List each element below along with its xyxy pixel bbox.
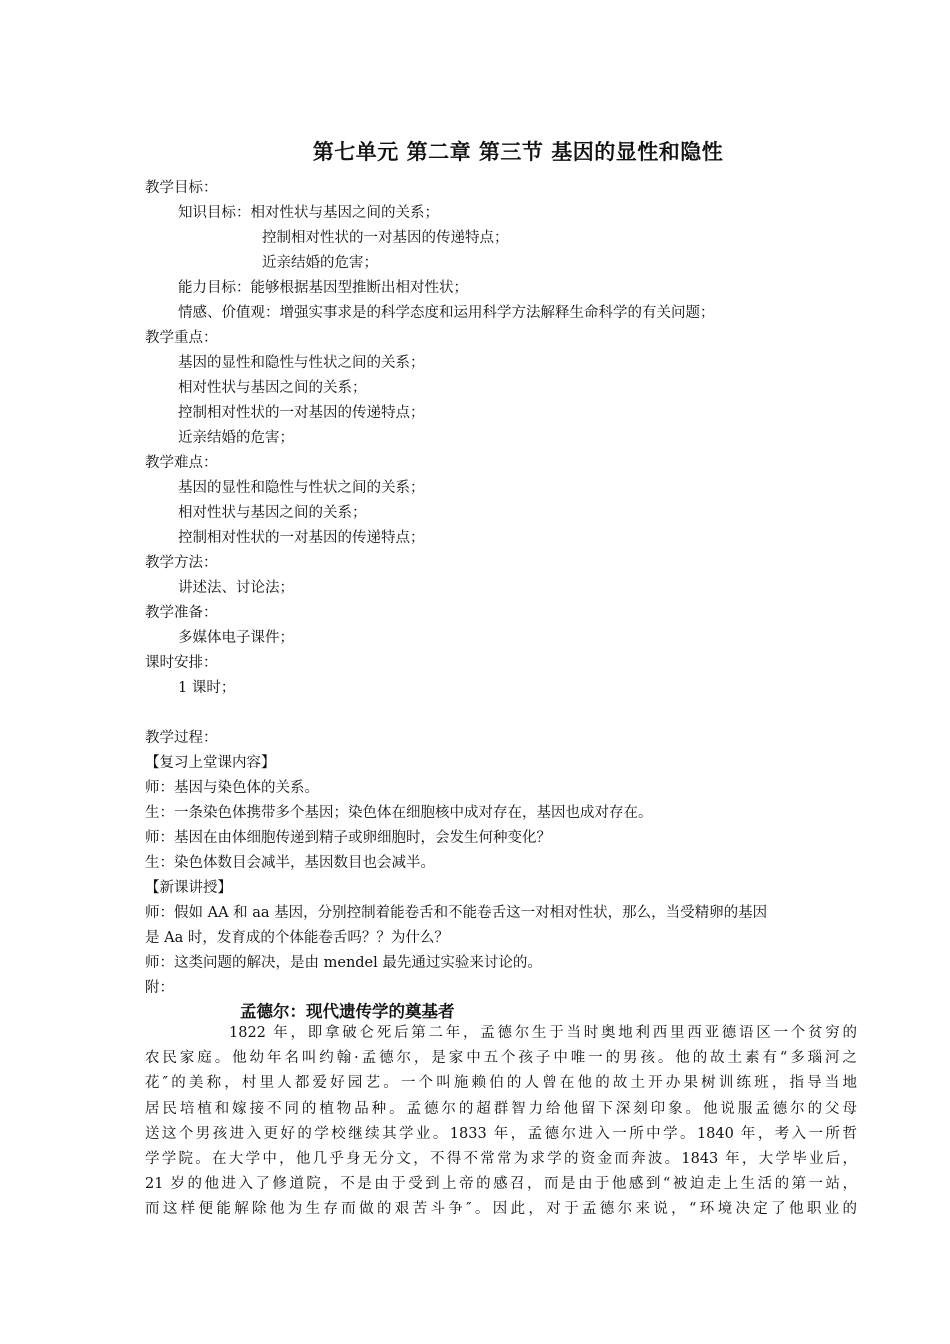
- new-lesson-line: 是 Aa 时，发育成的个体能卷舌吗？？为什么？: [145, 930, 449, 946]
- knowledge-objective-3: 近亲结婚的危害；: [262, 255, 378, 271]
- paragraph-line: 花″的美称，村里人都爱好园艺。一个叫施赖伯的人曾在他的故土开办果树训练班，指导当地: [145, 1075, 857, 1092]
- key-point-item: 相对性状与基因之间的关系；: [178, 380, 367, 396]
- review-line: 师：基因与染色体的关系。: [145, 780, 319, 796]
- key-point-item: 基因的显性和隐性与性状之间的关系；: [178, 355, 425, 371]
- difficult-point-item: 基因的显性和隐性与性状之间的关系；: [178, 480, 425, 496]
- review-line: 师：基因在由体细胞传递到精子或卵细胞时，会发生何种变化？: [145, 830, 551, 846]
- paragraph-line: 而这样便能解除他为生存而做的艰苦斗争″。因此，对于孟德尔来说，“环境决定了他职业的: [145, 1201, 857, 1218]
- review-line: 生：一条染色体携带多个基因；染色体在细胞核中成对存在，基因也成对存在。: [145, 805, 653, 821]
- new-lesson-line: 师：假如 AA 和 aa 基因，分别控制着能卷舌和不能卷舌这一对相对性状，那么，当受精卵的基因: [145, 905, 768, 921]
- paragraph-line: 送这个男孩进入更好的学校继续其学业。1833 年，孟德尔进入一所中学。1840 年，考入一所哲: [145, 1125, 857, 1142]
- difficult-point-item: 相对性状与基因之间的关系；: [178, 505, 367, 521]
- paragraph-line: 21 岁的他进入了修道院，不是由于受到上帝的感召，而是由于他感到“被迫走上生活的第一站，: [145, 1176, 857, 1193]
- paragraph-line: 1822 年，即拿破仑死后第二年，孟德尔生于当时奥地利西里西亚德语区一个贫穷的: [229, 1025, 857, 1041]
- key-point-item: 近亲结婚的危害；: [178, 430, 294, 446]
- preparation-text: 多媒体电子课件；: [178, 630, 294, 646]
- appendix-paragraph: [145, 1021, 857, 1223]
- spacer: [145, 701, 865, 726]
- difficult-point-item: 控制相对性状的一对基因的传递特点；: [178, 530, 425, 546]
- key-point-item: 控制相对性状的一对基因的传递特点；: [178, 405, 425, 421]
- lesson-plan-body: [145, 176, 865, 1001]
- review-heading: 【复习上堂课内容】: [145, 755, 276, 771]
- appendix-title: 孟德尔：现代遗传学的奠基者: [240, 1002, 455, 1021]
- process-heading: 教学过程：: [145, 730, 218, 746]
- review-line: 生：染色体数目会减半，基因数目也会减半。: [145, 855, 435, 871]
- schedule-text: 1 课时；: [178, 680, 236, 696]
- new-lesson-heading: 【新课讲授】: [145, 880, 232, 896]
- difficult-points-heading: 教学难点：: [145, 455, 218, 471]
- preparation-heading: 教学准备：: [145, 605, 218, 621]
- new-lesson-line: 师：这类问题的解决，是由 mendel 最先通过实验来讨论的。: [145, 955, 542, 971]
- emotion-objective: 情感、价值观：增强实事求是的科学态度和运用科学方法解释生命科学的有关问题；: [178, 305, 715, 321]
- knowledge-objective: 知识目标：相对性状与基因之间的关系；: [178, 205, 439, 221]
- schedule-heading: 课时安排：: [145, 655, 218, 671]
- objectives-heading: 教学目标：: [145, 180, 218, 196]
- key-points-heading: 教学重点：: [145, 330, 218, 346]
- methods-text: 讲述法、讨论法；: [178, 580, 294, 596]
- knowledge-objective-2: 控制相对性状的一对基因的传递特点；: [262, 230, 509, 246]
- paragraph-line: 农民家庭。他幼年名叫约翰·孟德尔，是家中五个孩子中唯一的男孩。他的故土素有“多瑙河之: [145, 1050, 857, 1067]
- appendix-label: 附：: [145, 980, 174, 996]
- methods-heading: 教学方法：: [145, 555, 218, 571]
- page-title: 第七单元 第二章 第三节 基因的显性和隐性: [312, 140, 724, 164]
- paragraph-line: 居民培植和嫁接不同的植物品种。孟德尔的超群智力给他留下深刻印象。他说服孟德尔的父母: [145, 1100, 857, 1117]
- paragraph-line: 学学院。在大学中，他几乎身无分文，不得不常常为求学的资金而奔波。1843 年，大学毕业后，: [145, 1151, 857, 1168]
- ability-objective: 能力目标：能够根据基因型推断出相对性状；: [178, 280, 468, 296]
